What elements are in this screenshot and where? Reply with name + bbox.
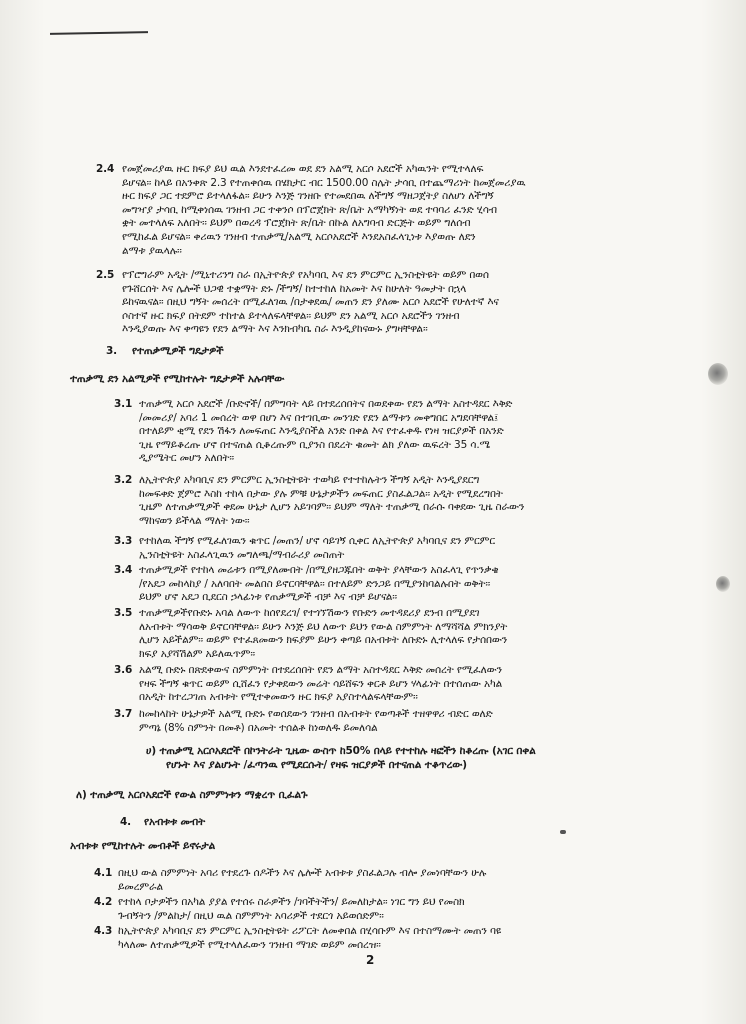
- clause-line: ለአብቱት ማሳወቅ ይኖርባቸዋል፡፡ ይሁን እንጅ ይህ ለውጥ ይህን የውል ስምምነት ለማሻሻል ምክንያት: [139, 620, 508, 633]
- clause-line: /የአደጋ መከላከያ / አለባበት መልበስ ይኖርባቸዋል፡፡ በተለይም ድንጋይ በሚያንከባልሉበት ወቅት፡፡: [139, 577, 491, 590]
- clause-line: ጊዜም ለተጠቃሚዎች ቀደመ ሁኔታ ሊሆን አይገባም፡፡ ይህም ማለት ተጠቃሚ በራሱ ባቀደው ጊዜ ስራውን: [139, 501, 525, 514]
- clause-line: ተጠቃሚ አርሶ አደሮች /ቡድኖች/ በምግባት ላይ በተደረሰበትና በወደቀው የደን ልማት አስተዳደር እቅድ: [139, 398, 513, 410]
- page-number: 2: [366, 953, 375, 967]
- clause-line: ተጠቃሚዎች የተከላ መሬቱን በሚያለሙበት /በሚያዘጋጁበት ወቅት ያላቸውን አስፈላጊ የጥንቃቄ: [139, 564, 499, 576]
- clause-line: መግዣያ ታሳቢ ከሚቀነሰዉ ገንዘብ ጋር ተቀንሶ በፕሮጀክት ጽ/ቤት አማካኝነት ወደ ተባባሪ ፈንድ ሂሳብ: [122, 203, 497, 216]
- clause-line: ሶስተኛ ዙር ክፍያ በትደም ተከተል ይተላለፍላቸዋል፡፡ ይህም ደን አልሚ አርሶ አደሮችን ገንዘብ: [122, 309, 460, 322]
- clause-line: ዙር ክፍያ ጋር ተደምሮ ይተላለፋል፡፡ ይሁን እንጅ ገንዘቡ የተመደበዉ ለችግኝ ማዘጋጀትያ ስለሆነ ለችግኝ: [122, 190, 494, 203]
- clause-line: /መመሪያ/ አባሪ 1 መሰረት ወዋ በሆነ እና በተገቢው መንገድ የደን ልማቱን መቀግበር አግደባቸዋል፤: [139, 411, 499, 424]
- clause-line: ኢንስቲትዩት አስፈላጊዉን መግለጫ/ማብራሪያ መስጠት: [139, 548, 345, 561]
- clause-number: 3.6: [114, 664, 133, 676]
- clause-number: 3.2: [114, 474, 133, 486]
- clause-number: 4.3: [94, 925, 113, 937]
- clause-line: የሚከፈል ይሆናል፡፡ ቀሪዉን ገንዘብ ተጠቃሚ/አልሚ አርሶአደሮች እንደአስፈላጊነቱ እያወጡ ለደን: [122, 230, 476, 243]
- clause-line: ተጠቃሚዎችየቡድኑ አባል ለውጥ ከሰየደረገ/ የተጎኘሽውን የቡድን መተዳደሪያ ደንብ በሚያደገ: [139, 607, 480, 619]
- clause-line: ልማቱ ያዉላሉ፡፡: [122, 244, 182, 257]
- section-number: 3.: [106, 345, 117, 357]
- clause-line: ከኢትዮጵያ አካባቢና ደን ምርምር ኢንስቲትዩት ሪፖርት ለመቀበል በሂሳቡም እና በተስማሙት መጠን ባዩ: [118, 925, 502, 937]
- clause-line: በዚህ ውል ስምምነት አባሪ የተደረጉ ሰዶችን እና ሌሎች አብቱቱ ያስፈልጋሉ ብሎ ያመነባቸውን ሁሉ: [118, 867, 487, 879]
- clause-line: በአዲት ከተረጋገጠ አብቱት የሚተቀመውን ዙር ክፍያ አያስተላልፍላቸውም፡፡: [139, 691, 418, 704]
- clause-number: 4.2: [94, 896, 113, 908]
- clause-number: 2.4: [96, 163, 115, 175]
- clause-line: የዛፍ ችግኝ ቁጥር ወይም ሲሸፈን የታቀደውን መሬት ሳይሸፍን ቀርቶ ይሆን ሃላፊነት በተሰጠው አካል: [139, 677, 503, 690]
- condition-a-line-2: የሆኑት እና ያልሆኑት /ፈጣንዉ የሚደርሱት/ የዛፍ ዝርያዎች በተናጠል ተቆጥረው): [166, 759, 467, 771]
- clause-number: 2.5: [96, 269, 115, 281]
- clause-line: ማከናወን ይችላል ማለት ነው፡፡: [139, 514, 250, 527]
- clause-number: 3.5: [114, 607, 133, 619]
- clause-line: ቋት መተላለፍ አለበት፡፡ ይህም በወረዳ ፕሮጀክት ጽ/ቤት በኩል ለአግባብ ድርጅት ወይም ግለሰብ: [122, 217, 471, 230]
- clause-line: ዲያሜትር መሆን አለበት፡፡: [139, 452, 234, 465]
- clause-line: ሊሆን አይችልም፡፡ ወይም የተፈጸመውን ክፍያም ይሁን ቀጣይ በአብቱት ለቡድኑ ሊተላለፍ የታሰበውን: [139, 634, 508, 647]
- clause-line: የመጀመሪያዉ ዙር ክፍያ ይህ ዉል እንደተፈረመ ወደ ደን አልሚ አርሶ አደሮች አካዉንት የሚተላለፍ: [122, 163, 484, 175]
- clause-line: የተከለዉ ችግኝ የሚፈለገዉን ቁጥር /መጠን/ ሆኖ ሳይገኝ ሲቀር ለኢትዮጵያ አካባቢና ደን ምርምር: [139, 535, 495, 547]
- punch-hole: [708, 363, 728, 385]
- section-title: የተጠቃሚዎች ግዴታዎች: [132, 345, 224, 357]
- clause-number: 4.1: [94, 867, 113, 879]
- obligations-subheading: ተጠቃሚ ደን አልሚዎች የሚከተሉት ግዴታዎች አሉባቸው: [70, 373, 285, 385]
- clause-line: ከመከላከት ሁኔታዎች አልሚ ቡድኑ የወሰደውን ገንዘብ በአብቱት የወጣቶች ተዘዋዋሪ ብድር ወለድ: [139, 708, 493, 720]
- ink-smudge: [560, 830, 566, 834]
- clause-number: 3.4: [114, 564, 133, 576]
- punch-hole-small: [716, 576, 730, 592]
- section-number: 4.: [120, 816, 131, 828]
- condition-b: ለ) ተጠቃሚ አርሶአደሮች የውል ስምምነቱን ማቋረጥ ቢፈልጉ: [76, 789, 308, 801]
- clause-line: የጉሸርሰት እና ሌሎች ህጋዊ ተቋማት ድኑ /ችግኝ/ ከተተከለ ከአመት እና ከሁለት ዓመታት በኋላ: [122, 282, 467, 295]
- clause-line: የፕሮግራም አዲት /ሚኒተሪንግ ስራ በኢትዮጵያ የአካባቢ እና ደን ምርምር ኢንስቲትዩት ወይም በወሰ: [122, 269, 489, 281]
- clause-line: ጊዜ የማይቆረጡ ሆኖ በተናጠል ሲቆረጡም ቢያንስ በደረት ቁመት ልክ ያለው ዉፍረት 35 ሳ.ሜ: [139, 438, 491, 451]
- clause-number: 3.3: [114, 535, 133, 547]
- clause-line: ይከናዉናል፡፡ በዚህ ግኝት መሰረት በሚፈለገዉ /በታቀደዉ/ መጠን ደን ያለሙ አርሶ አደሮች የሁለተኛ እና: [122, 296, 499, 309]
- clause-line: ምጣኔ (8% ስምንት በመቶ) በአመት ተሰልቶ ከነወለዱ ይመለሳል: [139, 721, 378, 734]
- clause-line: እንዲያወጡ እና ቀጣዩን የደን ልማት እና እንክብካቤ ስራ እንዲያከናውኑ ያግዛቸዋል፡፡: [122, 323, 428, 336]
- clause-line: ካላለሙ ለተጠቃሚዎች የሚተላለፈውን ገንዘብ ማገድ ወይም መሰረዝ፡፡: [118, 938, 381, 951]
- clause-line: በተለይም ቂሚ የደን ሽፋን ለመፍጠር እንዲያስችል አንድ በቀል እና የተፈቀዱ የነዛ ዝርያዎች በአንድ: [139, 425, 504, 438]
- clause-line: ይሆናል፡፡ ከላይ በአንቀጽ 2.3 የተጠቀሰዉ በሄክታር ብር 1500.00 ስሌት ታሳቢ በተጨማሪነት ከመጀመሪያዉ: [122, 176, 526, 189]
- section-title: የአብቱቱ መብት: [144, 816, 206, 828]
- clause-line: የተከላ ቦታዎችን በአካል ያያል የተሰሩ ስራዎችን /ገባችትችን/ ይመለከታል፡፡ ነገር ግን ይህ የመስክ: [118, 896, 465, 908]
- clause-number: 3.7: [114, 708, 133, 720]
- clause-line: ይመረምራል: [118, 880, 163, 893]
- clause-line: ክፍያ አያሻሽልም አይለዉጥም፡፡: [139, 647, 255, 660]
- clause-line: ጉብኝትን /ምልከታ/ በዚህ ዉል ስምምነት አባሪዎች ተደርጎ አይወሰድም፡፡: [118, 909, 384, 922]
- clause-line: ከመፍቀድ ጀምሮ እስከ ተከላ በታው ያሉ ምቹ ሁኔታዎችን መፍጠር ያስፈልጋል፡፡ አዲት የሚደረግበት: [139, 487, 503, 500]
- top-rule: [50, 31, 148, 35]
- condition-a-line-1: ሀ) ተጠቃሚ አርሶአደሮች በኮንትራት ጊዜው ውስጥ ከ50% በላይ የተተከሉ ዛፎችን ከቆረጡ (አገር በቀል: [146, 745, 536, 757]
- rights-intro: አብቱቱ የሚከተሉት መብቶች ይኖሩታል: [70, 840, 216, 852]
- clause-line: ይህም ሆኖ አደጋ ቢደርስ ኃላፊነቱ የጠቃሚዎች ብቻ እና ብቻ ይሆናል፡፡: [139, 591, 397, 604]
- clause-number: 3.1: [114, 398, 133, 410]
- clause-line: አልሚ ቡድኑ በጽደቀውና ስምምነት በተደረሰበት የደን ልማት አስተዳደር እቅድ መሰረት የሚፈለውን: [139, 664, 502, 676]
- clause-line: ለኢትዮጵያ አካባቢና ደን ምርምር ኢንስቲትዩት ተወካይ የተተከሉትን ችግኝ አዲት እንዲያደርግ: [139, 474, 480, 486]
